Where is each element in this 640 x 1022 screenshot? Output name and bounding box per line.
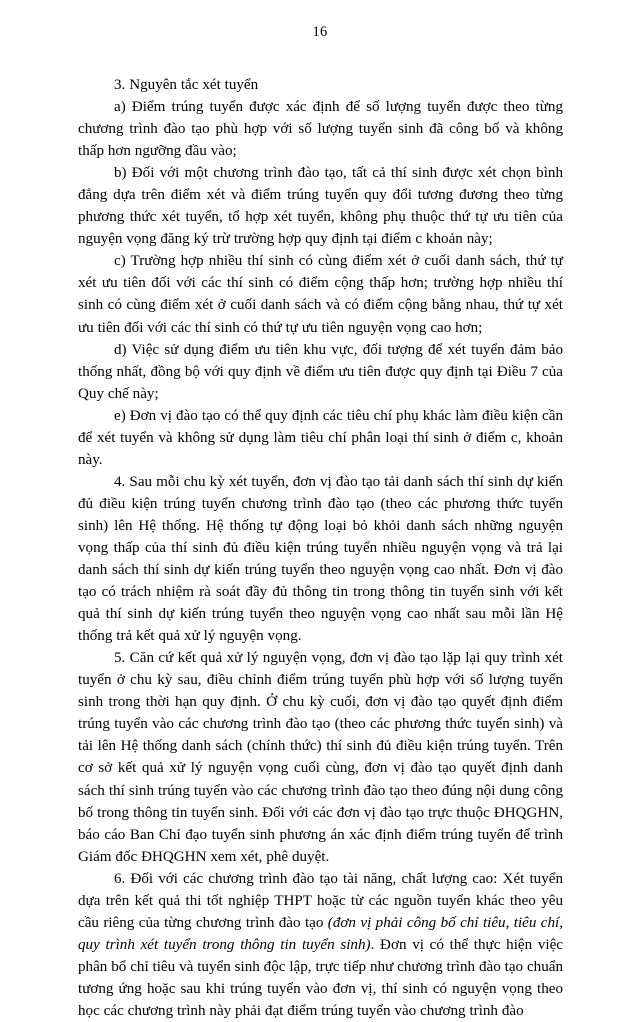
document-body [78, 74, 563, 1022]
paragraph-item-3: 3. Nguyên tắc xét tuyển [114, 77, 259, 93]
page-number: 16 [312, 24, 328, 40]
paragraph-item-4: 4. Sau mỗi chu kỳ xét tuyển, đơn vị đào tạo tải danh sách thí sinh dự kiến đủ điều kiện trúng tuyển chương trình đào tạo (theo các phương thức tuyển sinh) lên Hệ thống. Hệ thống tự động loại bỏ khỏi danh sách những nguyện vọng thấp của thí sinh đủ điều kiện trúng tuyển nhiều nguyện vọng và trả lại danh sách thí sinh dự kiến trúng tuyển theo nguyện vọng cao nhất. Đơn vị đào tạo có trách nhiệm rà soát đầy đủ thông tin trong thông tin tuyển sinh với kết quả thí sinh dự kiến trúng tuyển theo nguyện vọng cao nhất sau mỗi lần Hệ thống trả kết quả xử lý nguyện vọng. [78, 473, 563, 645]
paragraph-item-3b: b) Đối với một chương trình đào tạo, tất cả thí sinh được xét chọn bình đẳng dựa trên điểm xét và điểm trúng tuyển quy đổi tương đương theo từng phương thức xét tuyển, tổ hợp xét tuyển, không phụ thuộc thứ tự ưu tiên của nguyện vọng đăng ký trừ trường hợp quy định tại điểm c khoản này; [78, 165, 563, 248]
paragraph-item-3a: a) Điểm trúng tuyển được xác định để số lượng tuyển được theo từng chương trình đào tạo phù hợp với số lượng tuyển sinh đã công bố và không thấp hơn ngưỡng đầu vào; [78, 99, 563, 160]
paragraph-item-5: 5. Căn cứ kết quả xử lý nguyện vọng, đơn vị đào tạo lặp lại quy trình xét tuyển ở chu kỳ sau, điều chỉnh điểm trúng tuyển phù hợp với số lượng tuyển sinh trong thời hạn quy định. Ở chu kỳ cuối, đơn vị đào tạo quyết định điểm trúng tuyển vào các chương trình đào tạo (theo các phương thức tuyển sinh) và tải lên Hệ thống danh sách (chính thức) thí sinh đủ điều kiện trúng tuyển. Trên cơ sở kết quả xử lý nguyện vọng cuối cùng, đơn vị đào tạo quyết định danh sách thí sinh trúng tuyển vào các chương trình đào tạo theo đúng nội dung công bố trong thông tin tuyển sinh. Đối với các đơn vị đào tạo trực thuộc ĐHQGHN, báo cáo Ban Chỉ đạo tuyển sinh phương án xác định điểm trúng tuyển để trình Giám đốc ĐHQGHN xem xét, phê duyệt. [78, 650, 563, 865]
paragraph-item-3e: e) Đơn vị đào tạo có thể quy định các tiêu chí phụ khác làm điều kiện cần để xét tuyển và không sử dụng làm tiêu chí phân loại thí sinh ở điểm c, khoản này. [78, 407, 563, 468]
paragraph-item-3d: d) Việc sử dụng điểm ưu tiên khu vực, đối tượng để xét tuyển đảm bảo thống nhất, đồng bộ với quy định về điểm ưu tiên được quy định tại Điều 7 của Quy chế này; [78, 341, 563, 402]
paragraph-item-6-text-part-2: . Đơn vị có thể thực hiện việc phân bổ chỉ tiêu và tuyển sinh độc lập, trực tiếp như chương trình đào tạo chuẩn tương ứng hoặc sau khi trúng tuyển vào đơn vị, thí sinh có nguyện vọng theo học các chương trình này phải đạt điểm trúng tuyển vào chương trình đào [78, 936, 564, 1019]
paragraph-item-6 [78, 868, 563, 1022]
paragraph-item-6-text-part-1: 6. Đối với các chương trình đào tạo tài năng, chất lượng cao: Xét tuyển dựa trên kết quả thi tốt nghiệp THPT hoặc từ các nguồn tuyển khác theo yêu cầu riêng của từng chương trình đào tạo [78, 870, 563, 931]
paragraph-item-6-italic-note: (đơn vị phải công bố chỉ tiêu, tiêu chí, quy trình xét tuyển trong thông tin tuyển sinh) [78, 914, 563, 953]
paragraph-item-3c: c) Trường hợp nhiều thí sinh có cùng điểm xét ở cuối danh sách, thứ tự xét ưu tiên đối với các thí sinh có điểm cộng thấp hơn; trường hợp nhiều thí sinh có cùng điểm xét ở cuối danh sách và có điểm cộng bằng nhau, thứ tự xét ưu tiên đối với các thí sinh có thứ tự ưu tiên nguyện vọng cao hơn; [78, 253, 563, 336]
